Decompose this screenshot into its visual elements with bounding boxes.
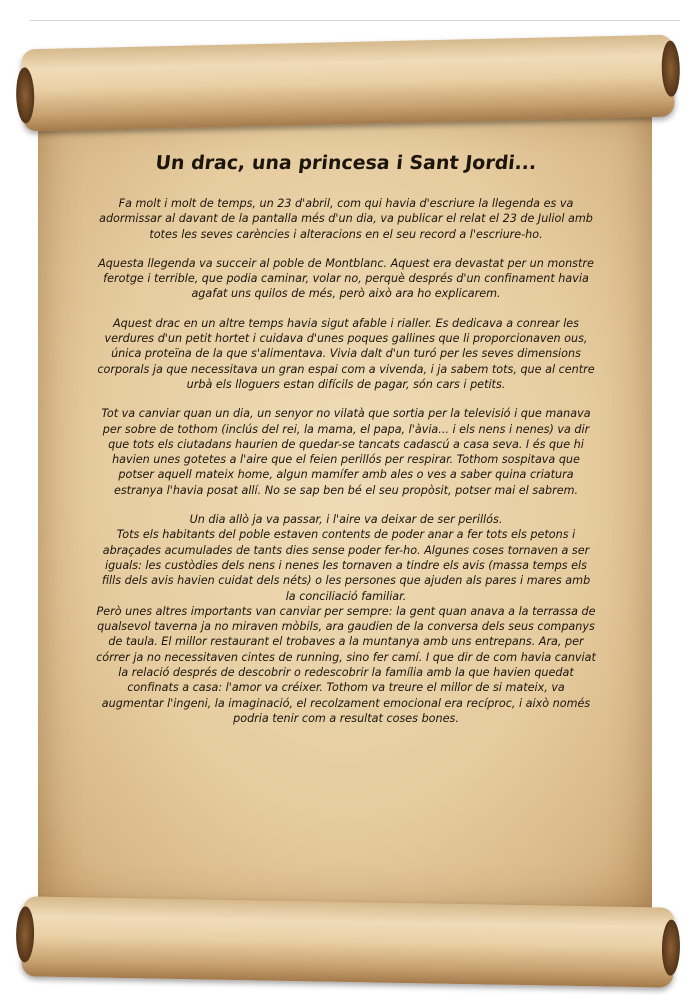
scroll-roll-end [661,919,680,975]
scroll-bottom-roll [21,896,674,987]
story-paragraph: Un dia allò ja va passar, i l'aire va deixar de ser perillós. [189,513,503,527]
scroll-roll-end [16,906,35,962]
top-divider [30,20,680,21]
scroll-roll-end [661,40,680,96]
story-paragraph: Aquest drac en un altre temps havia sigut afable i rialler. Es dedicava a conrear les verdures d'un petit hortet i cuidava d'unes poques gallines que li proporcionaven ous, única proteïna de la que s'alimentava. Vivia dalt d'un turó per les seves dimensions corporals ja que necessitava un gran espai com a vivenda, i ja sabem tots, que al centre urbà els lloguers estan difícils de pagar, són cars i petits. [97,316,595,391]
story-title: Un drac, una princesa i Sant Jordi... [154,152,538,174]
story-paragraph: Tots els habitants del poble estaven contents de poder anar a fer tots els petons i abraçades acumulades de tants dies sense poder fer-ho. Algunes coses tornaven a ser iguals: les custòdies dels nens i nenes les tornaven a tindre els avis (massa temps els fills dels avis havien cuidat dels néts) o les persones que ajuden als pares i mares amb la conciliació familiar. [101,528,591,603]
story-paragraph: Tot va canviar quan un dia, un senyor no vilatà que sortia per la televisió i que manava per sobre de tothom (inclús del rei, la mama, el papa, l'àvia... i els nens i nenes) va dir que tots els ciutadans haurien de quedar-se tancats cadascú a casa seva. I és que hi havien unes gotetes a l'aire que el feien perillós per respirar. Tothom sospitava que potser aquell mateix home, algun mamífer amb ales o ves a saber quina criatura estranya l'havia posat allí. No se sap ben bé el seu propòsit, potser mai el sabrem. [101,407,591,497]
scroll-roll-end [16,67,35,123]
story-paragraph: Aquesta llegenda va succeir al poble de Montblanc. Aquest era devastat per un monstre ferotge i terrible, que podia caminar, volar no, perquè després d'un confinament havia agafat uns quilos de més, però això ara ho explicarem. [98,256,594,301]
story-content [96,152,596,726]
story-paragraph: Però unes altres importants van canviar per sempre: la gent quan anava a la terrassa de qualsevol taverna ja no miraven mòbils, ara gaudien de la conversa dels seus companys de taula. El millor restaurant el trobaves a la muntanya amb uns entrepans. Ara, per córrer ja no necessitaven cintes de running, sino fer camí. I que dir de com havia canviat la relació després de descobrir o redescobrir la família amb la que havien quedat confinats a casa: l'amor va créixer. Tothom va treure el millor de si mateix, va augmentar l'ingeni, la imaginació, el recolzament emocional era recíproc, i això només podria tenir com a resultat coses bones. [96,604,596,725]
scroll-top-roll [21,35,675,132]
story-paragraph: Fa molt i molt de temps, un 23 d'abril, com qui havia d'escriure la llegenda es va adormissar al davant de la pantalla més d'un dia, va publicar el relat el 23 de Juliol amb totes les seves carències i alteracions en el seu record a l'escriure-ho. [99,197,593,241]
